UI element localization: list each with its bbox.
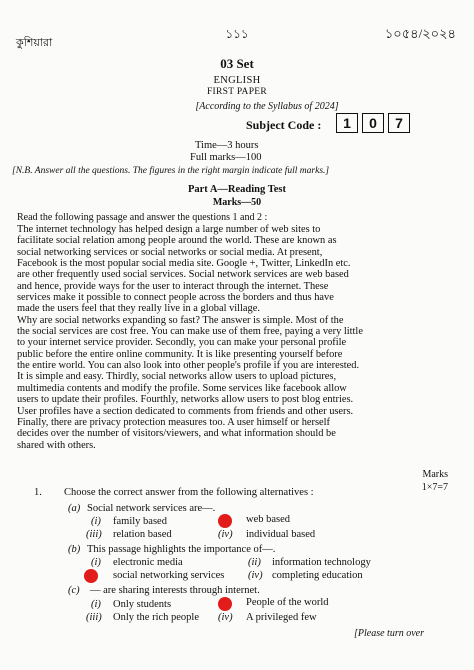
passage-line: services make it possible to connect people across the borders and thus have — [17, 292, 334, 304]
option-text: social networking services — [113, 570, 225, 581]
subject-code-digit: 7 — [388, 113, 410, 133]
passage-line: social networking services or social networks or social media. At present, — [17, 246, 323, 258]
passage-line: the social services are cost free. You can make use of them free, paying a very little — [17, 326, 363, 338]
subject-code-digit: 1 — [336, 113, 358, 133]
center-code: ১১১ — [225, 27, 249, 41]
option-text: individual based — [246, 529, 316, 540]
passage-line: to your internet service provider. Secondly, you can make your personal profile — [17, 337, 347, 349]
option-text: information technology — [272, 557, 371, 568]
option-text: People of the world — [246, 597, 329, 608]
question-number: 1. — [34, 487, 42, 498]
option-number: (iv) — [218, 612, 233, 623]
time-allowed: Time—3 hours — [195, 140, 259, 151]
passage-line: Facebook is the most popular social media site. Google +, Twitter, LinkedIn etc. — [17, 258, 351, 270]
option-text: web based — [246, 514, 291, 525]
passage-line: Finally, there are privacy protection measures too. A user himself or herself — [17, 416, 330, 428]
option-text: Only students — [113, 599, 172, 610]
option-number: (i) — [91, 557, 101, 568]
option-text: Only the rich people — [113, 612, 200, 623]
set-title: 03 Set — [220, 56, 254, 71]
option-number: (iv) — [248, 570, 263, 581]
subject-title: ENGLISH — [213, 75, 261, 86]
subject-code-digit: 0 — [362, 113, 384, 133]
option-number: (i) — [91, 516, 101, 527]
answer-marker-dot — [218, 597, 232, 611]
district-label: কুশিয়ারা — [16, 37, 53, 49]
passage-line: It is simple and easy. Thirdly, social networks allow users to upload pictures, — [17, 371, 337, 383]
sub-question-label: (a) — [68, 503, 81, 514]
question-text: Choose the correct answer from the following alternatives : — [64, 487, 314, 498]
paper-title: FIRST PAPER — [206, 87, 268, 97]
sub-question-label: (c) — [68, 585, 80, 596]
part-a-marks: Marks—50 — [212, 197, 262, 208]
passage-line: decides over the number of visitors/viewers, and what information should be — [17, 428, 336, 440]
option-number: (i) — [91, 599, 101, 610]
marks-label: Marks — [422, 469, 448, 480]
option-text: A privileged few — [246, 612, 317, 623]
option-number: (iii) — [86, 612, 102, 623]
passage-line: are other frequently used social services. Social network services are web based — [17, 269, 349, 281]
passage-instruction: Read the following passage and answer the questions 1 and 2 : — [17, 212, 268, 223]
passage-line: shared with others. — [17, 439, 96, 451]
passage-line: User profiles have a section dedicated to comments from friends and other users. — [17, 405, 354, 417]
passage-line: public before the entire online community. It is like presenting yourself before — [17, 348, 343, 360]
passage-line: Why are social networks expanding so fast? The answer is simple. Most of the — [17, 314, 344, 326]
option-text: relation based — [113, 529, 172, 540]
sub-question-stem: — are sharing interests through internet. — [90, 585, 260, 596]
sub-question-stem: Social network services are—. — [87, 503, 216, 514]
sub-question-stem: This passage highlights the importance of—. — [87, 544, 276, 555]
passage-line: the entire world. You can also look into other people's profile if you are interested. — [17, 360, 360, 372]
marks-calculation: 1×7=7 — [421, 482, 448, 493]
paper-code: ১০৫৪/২০২৪ — [384, 26, 456, 41]
turn-over-note: [Please turn over — [354, 628, 424, 639]
passage-line: and hence, provide ways for the user to interact through the internet. These — [17, 280, 329, 292]
option-number: (iii) — [86, 529, 102, 540]
option-number: (iv) — [218, 529, 233, 540]
passage-line: The internet technology has helped design a large number of web sites to — [17, 224, 321, 235]
full-marks: Full marks—100 — [190, 152, 262, 163]
passage-line: users to update their profiles. Fourthly, networks allow users to post blog entries. — [17, 394, 354, 406]
answer-marker-dot — [84, 569, 98, 583]
option-text: completing education — [272, 570, 363, 581]
sub-question-label: (b) — [68, 544, 81, 555]
passage-line: facilitate social relation among people around the world. These are known as — [17, 235, 337, 247]
option-text: family based — [113, 516, 167, 527]
reading-passage — [17, 224, 445, 451]
subject-code-label: Subject Code : — [246, 118, 322, 132]
option-number: (ii) — [248, 557, 261, 568]
nb-instruction: [N.B. Answer all the questions. The figures in the right margin indicate full marks.] — [12, 166, 330, 176]
answer-marker-dot — [218, 514, 232, 528]
part-a-heading: Part A—Reading Test — [187, 184, 286, 195]
passage-line: multimedia contents and modify the profile. Some services like facebook allow — [17, 382, 347, 394]
syllabus-note: [According to the Syllabus of 2024] — [195, 101, 339, 112]
passage-line: made the users feel that they really live in a global village. — [17, 303, 260, 315]
option-text: electronic media — [113, 557, 183, 568]
